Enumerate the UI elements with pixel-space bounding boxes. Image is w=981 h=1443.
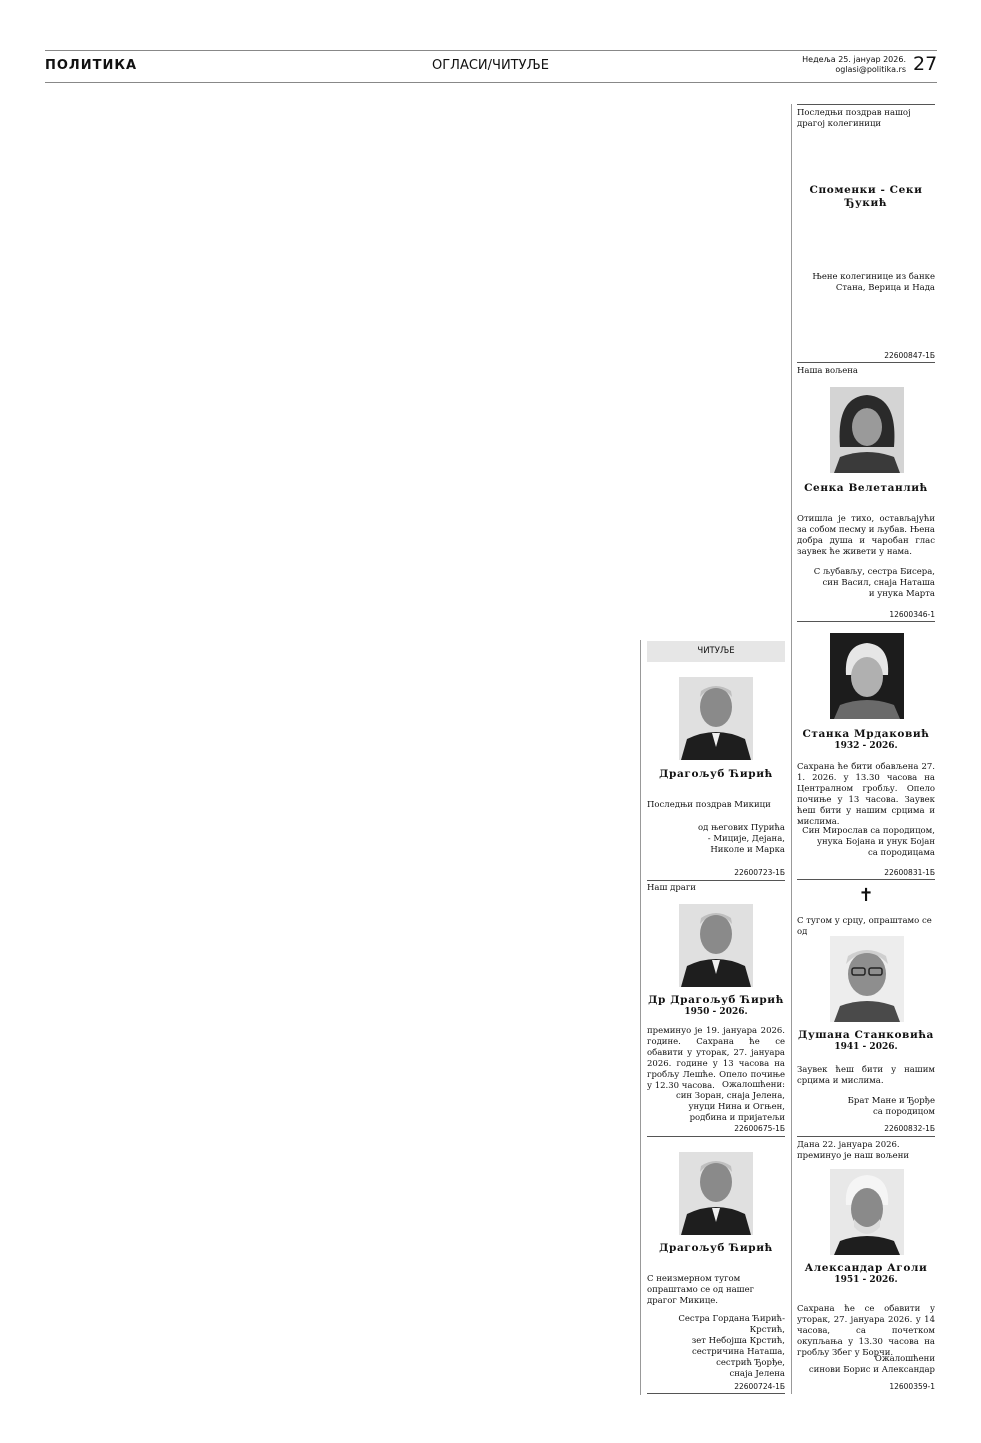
signature-line: Сестра Гордана Ћирић-Крстић, xyxy=(678,1314,785,1335)
notice-intro: Наш драги xyxy=(647,883,696,893)
portrait-photo xyxy=(830,633,904,719)
signature-line: од његових Пурића xyxy=(698,823,785,833)
signature-line: сестрић Ђорђе, xyxy=(716,1358,785,1368)
notice-code: 22600847-1Б xyxy=(884,351,935,360)
right-column-divider xyxy=(791,104,792,1394)
signature-line: родбина и пријатељи xyxy=(689,1113,785,1123)
signature-line: Стана, Верица и Нада xyxy=(835,283,935,293)
signature-line: Њене колегинице из банке xyxy=(812,272,935,282)
signature-line: Син Мирослав са породицом, xyxy=(802,826,935,836)
signature-line: зет Небојша Крстић, xyxy=(691,1336,785,1346)
notice-signature xyxy=(647,823,785,856)
notice-signature xyxy=(647,1314,785,1380)
notice-code: 22600723-1Б xyxy=(734,868,785,877)
portrait-photo xyxy=(830,387,904,473)
notice-message: Заувек ћеш бити у нашим срцима и мислима. xyxy=(797,1065,935,1086)
notice-intro: С тугом у срцу, опраштамо се од xyxy=(797,916,932,937)
signature-line: снаја Јелена xyxy=(729,1369,785,1379)
cross-icon: ✝ xyxy=(858,885,874,906)
deceased-name: Александар Аголи xyxy=(804,1262,928,1274)
signature-line: Брат Мане и Ђорђе xyxy=(847,1096,935,1106)
issue-info xyxy=(802,55,906,75)
deceased-name: Др Драгољуб Ћирић xyxy=(648,994,784,1006)
notice-message: С неизмерном тугом опраштамо се од нашег драгог Микице. xyxy=(647,1274,755,1306)
signature-line: син Васил, снаја Наташа xyxy=(822,578,935,588)
signature-line: унука Бојана и унук Бојан xyxy=(816,837,935,847)
notice-message: Отишла је тихо, остављајући за собом песму и љубав. Њена добра душа и чаробан глас заувек ће живети у нама. xyxy=(797,514,935,557)
deceased-years: 1932 - 2026. xyxy=(834,741,898,751)
signature-line: Николе и Марка xyxy=(710,845,785,855)
deceased-name: Драгољуб Ћирић xyxy=(659,768,773,780)
deceased-name: Драгољуб Ћирић xyxy=(659,1242,773,1254)
obituaries-label: ЧИТУЉЕ xyxy=(647,641,785,662)
portrait-photo xyxy=(830,936,904,1022)
deceased-name: Сенка Велетанлић xyxy=(804,482,928,494)
notice-code: 22600724-1Б xyxy=(734,1382,785,1391)
portrait-photo xyxy=(679,1152,753,1235)
name-line: Ђукић xyxy=(844,197,888,209)
portrait-woman-icon xyxy=(830,633,904,719)
signature-line: са породицом xyxy=(873,1107,935,1117)
notice-message: Сахрана ће се обавити у уторак, 27. јануара 2026. у 14 часова, са почетком окупљања у 13.30 часова на гробљу Збег у Борчи. xyxy=(797,1304,935,1358)
deceased-name xyxy=(797,184,935,210)
notice-intro: Последњи поздрав нашој драгој колегиници xyxy=(797,108,911,129)
portrait-man-icon xyxy=(679,1152,753,1235)
deceased-years: 1950 - 2026. xyxy=(684,1007,748,1017)
signature-line: синови Борис и Александар xyxy=(808,1365,935,1375)
signature-line: син Зоран, снаја Јелена, xyxy=(676,1091,785,1101)
notice-signature xyxy=(797,1354,935,1376)
notice-message: Последњи поздрав Микици xyxy=(647,800,771,810)
notice-intro: Дана 22. јануара 2026. преминуо је наш вољени xyxy=(797,1140,910,1161)
notice-message: преминуо је 19. јануара 2026. године. Сахрана ће се обавити у уторак, 27. јануара 2026. године у 13 часова на гробљу Лешће. Опело почиње у 12.30 часова. xyxy=(647,1026,785,1091)
portrait-photo xyxy=(679,904,753,987)
issue-email: oglasi@politika.rs xyxy=(835,65,906,74)
notice-divider xyxy=(797,1136,935,1137)
signature-line: са породицама xyxy=(868,848,935,858)
notice-code: 12600346-1 xyxy=(889,610,935,619)
signature-line: и унука Марта xyxy=(868,589,935,599)
portrait-photo xyxy=(679,677,753,760)
deceased-name: Душана Станковића xyxy=(798,1029,934,1041)
signature-line: сестричина Наташа, xyxy=(691,1347,785,1357)
issue-date: Недеља 25. јануар 2026. xyxy=(802,55,906,64)
signature-line: Ожалошћени xyxy=(874,1354,935,1364)
notice-code: 22600675-1Б xyxy=(734,1124,785,1133)
header-top-rule xyxy=(45,50,937,51)
signature-line: С љубављу, сестра Бисера, xyxy=(813,567,935,577)
portrait-man-icon xyxy=(679,904,753,987)
notice-code: 22600832-1Б xyxy=(884,1124,935,1133)
signature-line: - Миције, Дејана, xyxy=(707,834,785,844)
notice-code: 12600359-1 xyxy=(889,1382,935,1391)
left-column-divider xyxy=(640,640,641,1395)
notice-message: Сахрана ће бити обављена 27. 1. 2026. у 13.30 часова на Централном гробљу. Опело почиње у 13 часова. Заувек ћеш бити у нашим срцима и мислима. xyxy=(797,762,935,827)
deceased-years: 1951 - 2026. xyxy=(834,1275,898,1285)
name-line: Споменки - Секи xyxy=(809,184,923,196)
portrait-photo xyxy=(830,1169,904,1255)
portrait-man-icon xyxy=(830,936,904,1022)
notice-signature xyxy=(647,1080,785,1124)
notice-divider xyxy=(797,621,935,622)
notice-divider xyxy=(647,1393,785,1394)
notice-intro: Наша вољена xyxy=(797,366,858,376)
notice-divider xyxy=(647,880,785,881)
portrait-man-icon xyxy=(679,677,753,760)
header-bottom-rule xyxy=(45,82,937,83)
notice-divider xyxy=(797,879,935,880)
page-number: 27 xyxy=(913,53,938,75)
signature-line: Ожалошћени: xyxy=(722,1080,785,1090)
notice-divider xyxy=(797,362,935,363)
portrait-man-icon xyxy=(830,1169,904,1255)
deceased-years: 1941 - 2026. xyxy=(834,1042,898,1052)
deceased-name: Станка Мрдаковић xyxy=(802,728,930,740)
notice-divider xyxy=(797,104,935,105)
signature-line: унуци Нина и Огњен, xyxy=(688,1102,785,1112)
notice-divider xyxy=(647,1136,785,1137)
notice-signature xyxy=(797,567,935,600)
notice-signature xyxy=(797,272,935,294)
notice-signature xyxy=(797,1096,935,1118)
newspaper-logo: ПОЛИТИКА xyxy=(45,58,138,73)
notice-signature xyxy=(797,826,935,859)
section-title: ОГЛАСИ/ЧИТУЉЕ xyxy=(432,58,549,73)
portrait-woman-icon xyxy=(830,387,904,473)
notice-code: 22600831-1Б xyxy=(884,868,935,877)
